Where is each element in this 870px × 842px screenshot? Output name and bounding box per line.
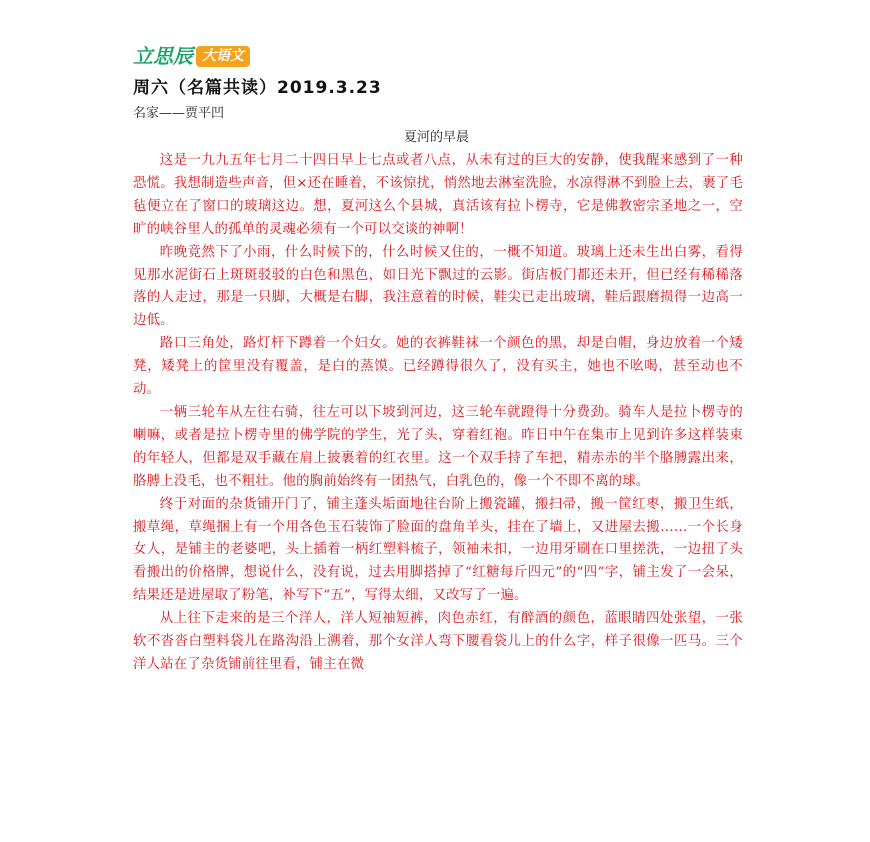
paragraph: 路口三角处，路灯杆下蹲着一个妇女。她的衣裤鞋袜一个颜色的黑，却是白帽，身边放着一个矮凳，矮凳上的筐里没有覆盖，是白的蒸馍。已经蹲得很久了，没有买主，她也不吆喝，甚至动也不动。 [133,336,743,398]
brand-logo [133,44,250,68]
paragraph: 从上往下走来的是三个洋人，洋人短袖短裤，肉色赤红，有醉酒的颜色，蓝眼睛四处张望，一张软不沓沓白塑料袋儿在路沟沿上溯着，那个女洋人弯下腰看袋儿上的什么字，样子很像一匹马。三个洋人站在了杂货铺前往里看，铺主在微 [133,611,743,672]
brand-logo-text: 立思辰 [133,44,193,68]
essay-body [133,150,743,677]
paragraph: 昨晚竟然下了小雨，什么时候下的，什么时候又住的，一概不知道。玻璃上还未生出白雾，看得见那水泥街石上斑斑驳驳的白色和黑色，如日光下飘过的云影。街店板门都还未开，但已经有稀稀落落的人走过，那是一只脚，大概是右脚，我注意着的时候，鞋尖已走出玻璃，鞋后跟磨损得一边高一边低。 [133,244,743,329]
page-title: 周六（名篇共读）2019.3.23 [133,78,382,98]
essay-title: 夏河的早晨 [403,130,469,145]
paragraph: 这是一九九五年七月二十四日早上七点或者八点，从未有过的巨大的安静，使我醒来感到了一种恐慌。我想制造些声音，但×还在睡着，不该惊扰，悄然地去淋室洗脸，水凉得淋不到脸上去，裹了毛毡便立在了窗口的玻璃这边。想，夏河这么个县城，真活该有拉卜楞寺，它是佛教密宗圣地之一，空旷的峡谷里人的孤单的灵魂必须有一个可以交谈的神啊！ [133,153,743,237]
paragraph: 一辆三轮车从左往右骑，往左可以下坡到河边，这三轮车就蹬得十分费劲。骑车人是拉卜楞寺的喇嘛，或者是拉卜楞寺里的佛学院的学生，光了头，穿着红袍。昨日中午在集市上见到许多这样装束的年轻人，但都是双手藏在肩上披裹着的红衣里。这一个双手持了车把，精赤赤的半个胳膊露出来，胳膊上没毛，也不粗壮。他的胸前始终有一团热气，白乳色的，像一个不即不离的球。 [133,404,743,489]
paragraph: 终于对面的杂货铺开门了，铺主蓬头垢面地往台阶上搬瓷罐，搬扫帚，搬一筐红枣，搬卫生纸，搬草绳，草绳捆上有一个用各色玉石装饰了脸面的盘角羊头，挂在了墙上，又进屋去搬……一个长身女人，是铺主的老婆吧，头上插着一柄红塑料梳子，领袖未扣，一边用牙刷在口里搓洗，一边扭了头看搬出的价格牌，想说什么，没有说，过去用脚搭掉了“红糖每斤四元”的“四”字，铺主发了一会呆，结果还是进屋取了粉笔，补写下“五”，写得太细，又改写了一遍。 [133,496,743,604]
author-line: 名家——贾平凹 [133,106,225,121]
brand-logo-tag: 大语文 [196,46,250,67]
